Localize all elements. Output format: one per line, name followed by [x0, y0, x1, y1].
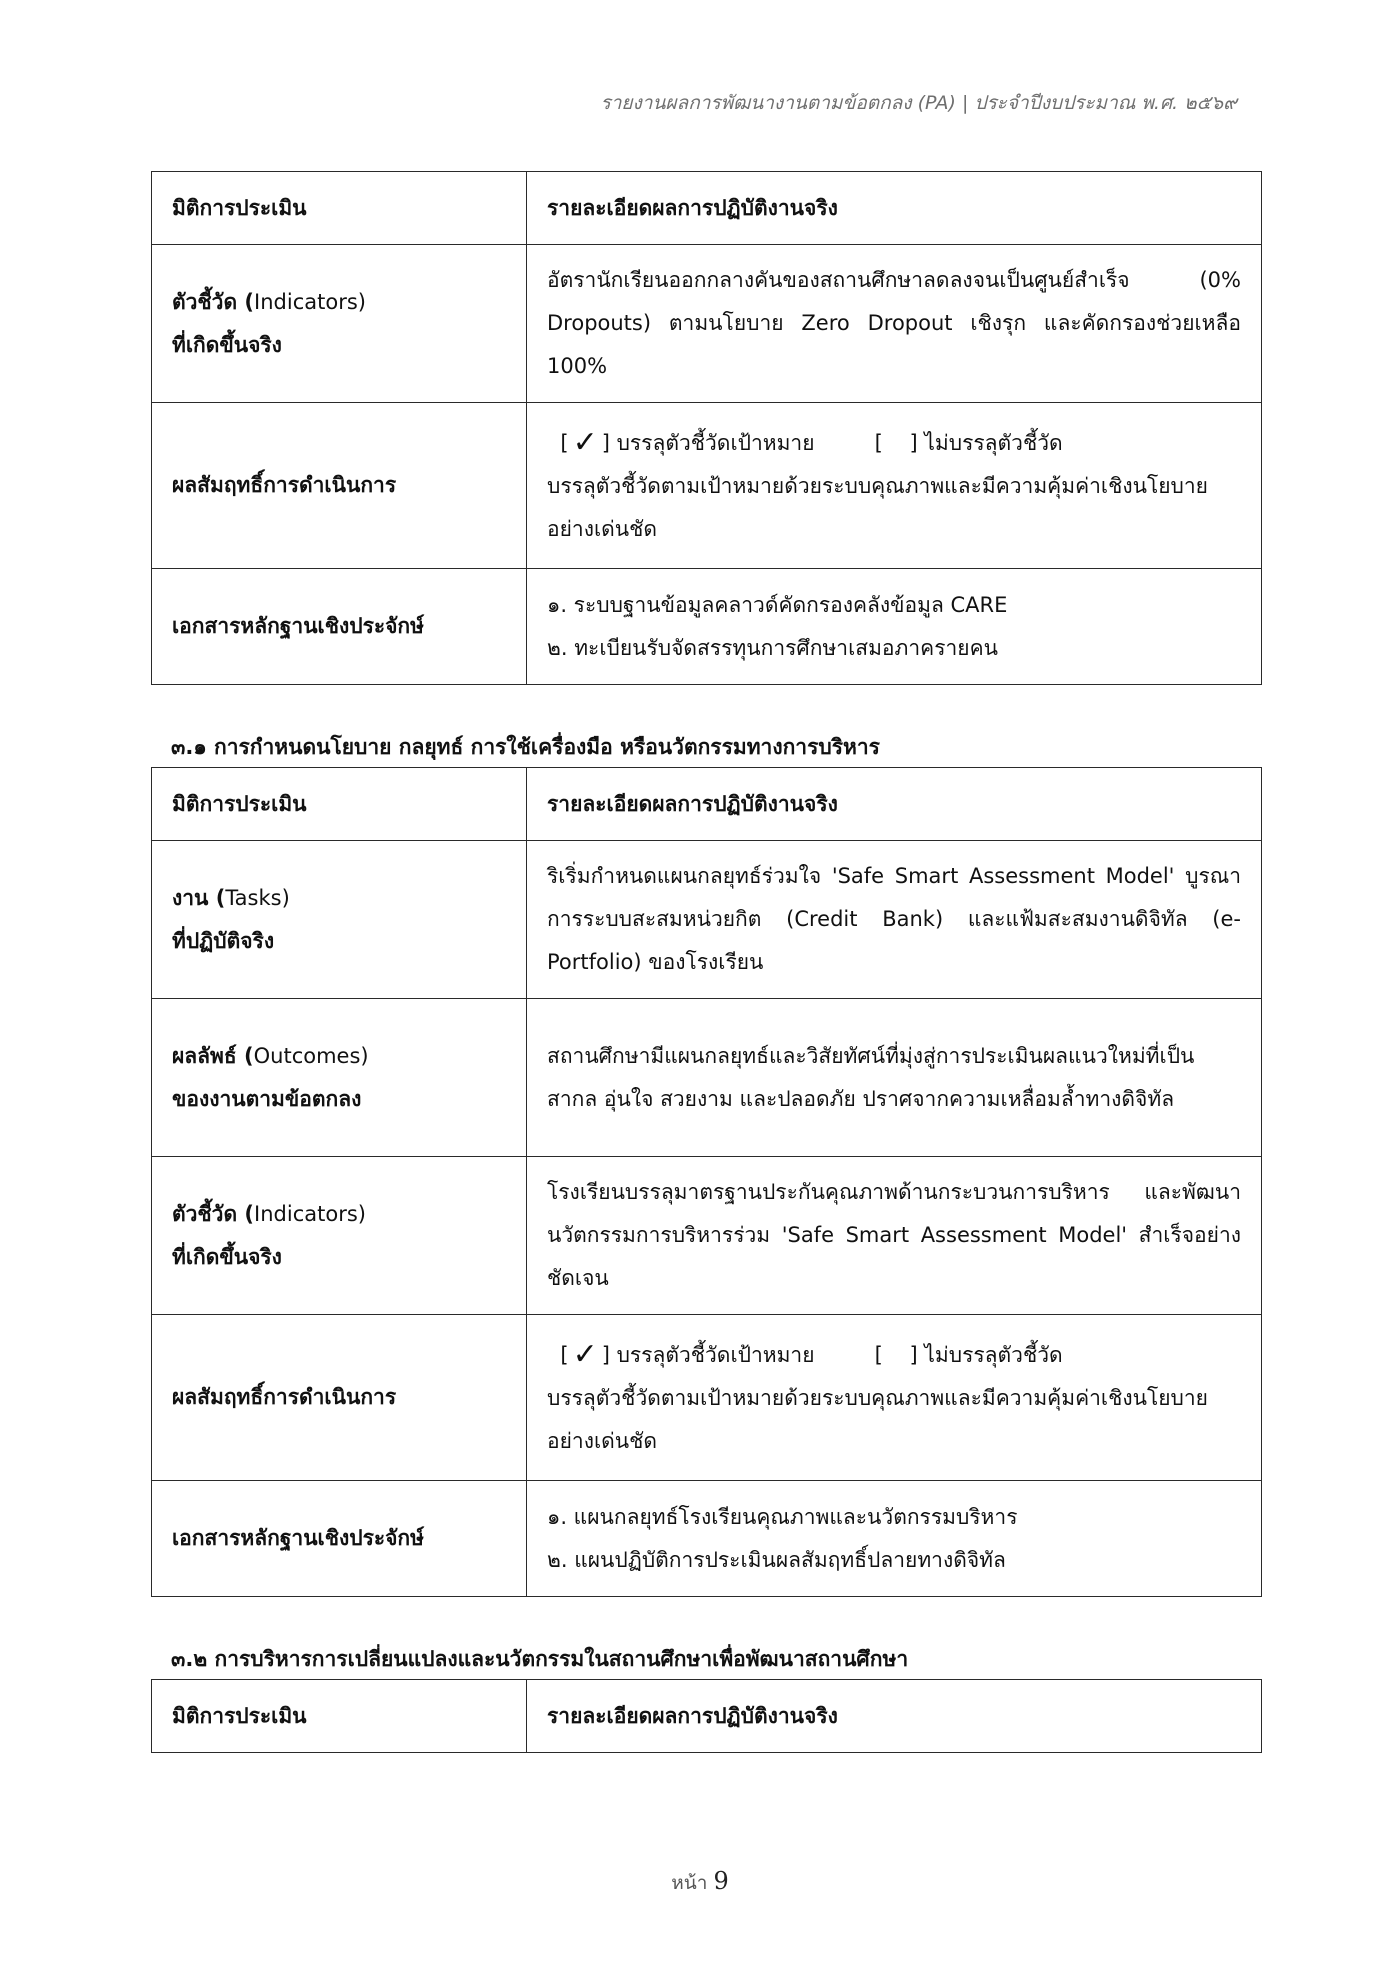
table-header-row — [152, 1680, 1262, 1753]
checkbox-achieved: [ ✓ ] บรรลุตัวชี้วัดเป้าหมาย — [560, 424, 815, 460]
page-number-label: หน้า — [671, 1872, 708, 1894]
row-label-cell: เอกสารหลักฐานเชิงประจักษ์ — [152, 1481, 527, 1597]
row-label-english: Outcomes) — [253, 1043, 369, 1068]
row-label-english: Indicators) — [254, 289, 366, 314]
checkmark-icon: ✓ — [572, 424, 598, 460]
table-row — [152, 1481, 1262, 1597]
section-heading-3-1: ๓.๑ การกำหนดนโยบาย กลยุทธ์ การใช้เครื่องมือ หรือนวัตกรรมทางการบริหาร — [171, 735, 880, 759]
header-cell-dimension: มิติการประเมิน — [152, 1680, 527, 1753]
row-label-line2: ของงานตามข้อตกลง — [172, 1086, 362, 1111]
row-label-english: Tasks) — [225, 885, 290, 910]
row-label-cell — [152, 841, 527, 999]
page-number — [0, 1867, 1400, 1898]
row-label-bold: ผลลัพธ์ ( — [172, 1043, 254, 1068]
evidence-item: ๑. แผนกลยุทธ์โรงเรียนคุณภาพและนวัตกรรมบริหาร — [547, 1504, 1018, 1529]
checkbox-not-achieved: [ ] ไม่บรรลุตัวชี้วัด — [874, 430, 1063, 455]
row-label-bold: งาน ( — [172, 885, 226, 910]
row-detail-cell: สถานศึกษามีแผนกลยุทธ์และวิสัยทัศน์ที่มุ่งสู่การประเมินผลแนวใหม่ที่เป็นสากล อุ่นใจ สวยงาม และปลอดภัย ปราศจากความเหลื่อมล้ำทางดิจิทัล — [527, 999, 1262, 1157]
page-number-value: 9 — [713, 1867, 729, 1895]
row-label-line2: ที่ปฏิบัติจริง — [172, 928, 275, 953]
row-label-cell: เอกสารหลักฐานเชิงประจักษ์ — [152, 569, 527, 685]
header-cell-dimension: มิติการประเมิน — [152, 768, 527, 841]
achievement-checkboxes — [547, 1333, 1241, 1377]
running-header: รายงานผลการพัฒนางานตามข้อตกลง (PA) | ประจำปีงบประมาณ พ.ศ. ๒๕๖๙ — [600, 92, 1237, 114]
table-row — [152, 403, 1262, 569]
row-detail-cell: ริเริ่มกำหนดแผนกลยุทธ์ร่วมใจ 'Safe Smart Assessment Model' บูรณาการระบบสะสมหน่วยกิต (Credit Bank) และแฟ้มสะสมงานดิจิทัล (e-Portfolio) ของโรงเรียน — [527, 841, 1262, 999]
table-row — [152, 245, 1262, 403]
row-label-cell — [152, 999, 527, 1157]
table-row — [152, 1157, 1262, 1315]
table-row — [152, 841, 1262, 999]
row-label-line2: ที่เกิดขึ้นจริง — [172, 1244, 282, 1269]
evaluation-table-2 — [151, 767, 1262, 1597]
header-cell-detail: รายละเอียดผลการปฏิบัติงานจริง — [527, 768, 1262, 841]
row-label-cell: ผลสัมฤทธิ์การดำเนินการ — [152, 403, 527, 569]
header-cell-detail: รายละเอียดผลการปฏิบัติงานจริง — [527, 1680, 1262, 1753]
checkmark-icon: ✓ — [572, 1336, 598, 1372]
table-header-row — [152, 768, 1262, 841]
row-detail-cell: โรงเรียนบรรลุมาตรฐานประกันคุณภาพด้านกระบวนการบริหาร และพัฒนานวัตกรรมการบริหารร่วม 'Safe Smart Assessment Model' สำเร็จอย่างชัดเจน — [527, 1157, 1262, 1315]
table-row — [152, 1315, 1262, 1481]
row-label-english: Indicators) — [254, 1201, 366, 1226]
evidence-list — [527, 1481, 1262, 1597]
evidence-item: ๒. ทะเบียนรับจัดสรรทุนการศึกษาเสมอภาครายคน — [547, 635, 998, 660]
evidence-item: ๒. แผนปฏิบัติการประเมินผลสัมฤทธิ์ปลายทางดิจิทัล — [547, 1547, 1006, 1572]
row-label-cell — [152, 245, 527, 403]
evaluation-table-3 — [151, 1679, 1262, 1753]
achievement-summary: บรรลุตัวชี้วัดตามเป้าหมายด้วยระบบคุณภาพและมีความคุ้มค่าเชิงนโยบายอย่างเด่นชัด — [547, 473, 1208, 541]
achievement-summary: บรรลุตัวชี้วัดตามเป้าหมายด้วยระบบคุณภาพและมีความคุ้มค่าเชิงนโยบายอย่างเด่นชัด — [547, 1385, 1208, 1453]
evidence-item: ๑. ระบบฐานข้อมูลคลาวด์คัดกรองคลังข้อมูล CARE — [547, 592, 1008, 617]
row-label-bold: ตัวชี้วัด ( — [172, 1201, 255, 1226]
evaluation-table-1 — [151, 171, 1262, 685]
row-label-line2: ที่เกิดขึ้นจริง — [172, 332, 282, 357]
row-detail-cell — [527, 403, 1262, 569]
row-label-cell: ผลสัมฤทธิ์การดำเนินการ — [152, 1315, 527, 1481]
row-label-cell — [152, 1157, 527, 1315]
table-row — [152, 569, 1262, 685]
header-cell-detail: รายละเอียดผลการปฏิบัติงานจริง — [527, 172, 1262, 245]
evidence-list — [527, 569, 1262, 685]
header-cell-dimension: มิติการประเมิน — [152, 172, 527, 245]
achievement-checkboxes — [547, 421, 1241, 465]
checkbox-achieved: [ ✓ ] บรรลุตัวชี้วัดเป้าหมาย — [560, 1336, 815, 1372]
table-row — [152, 999, 1262, 1157]
row-detail-cell — [527, 1315, 1262, 1481]
row-label-bold: ตัวชี้วัด ( — [172, 289, 255, 314]
section-heading-3-2: ๓.๒ การบริหารการเปลี่ยนแปลงและนวัตกรรมในสถานศึกษาเพื่อพัฒนาสถานศึกษา — [171, 1647, 909, 1671]
row-detail-cell: อัตรานักเรียนออกกลางคันของสถานศึกษาลดลงจนเป็นศูนย์สำเร็จ (0% Dropouts) ตามนโยบาย Zero Dropout เชิงรุก และคัดกรองช่วยเหลือ 100% — [527, 245, 1262, 403]
checkbox-not-achieved: [ ] ไม่บรรลุตัวชี้วัด — [874, 1342, 1063, 1367]
table-header-row — [152, 172, 1262, 245]
